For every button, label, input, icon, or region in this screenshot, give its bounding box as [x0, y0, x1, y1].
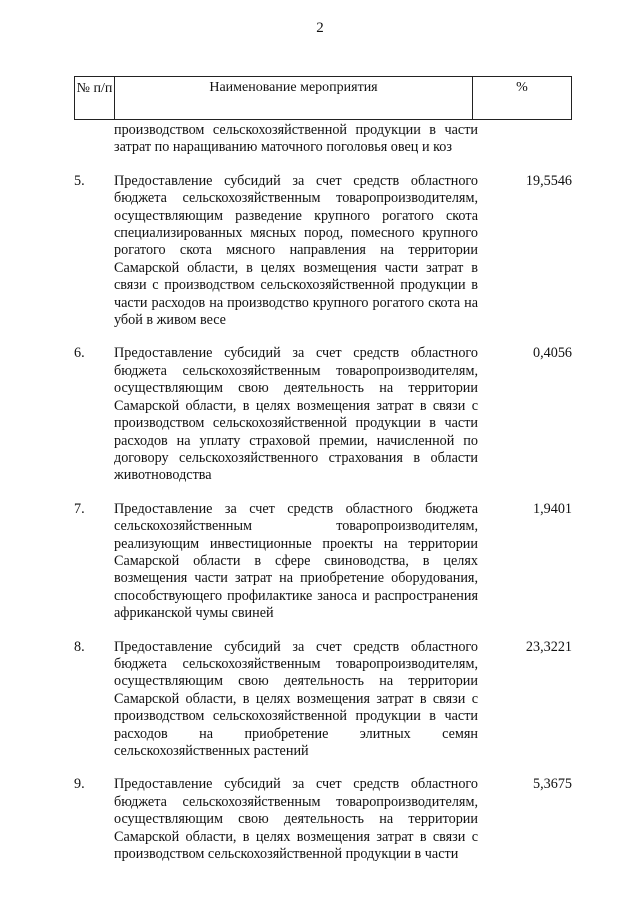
header-percent-column: %	[516, 80, 528, 95]
row-percent: 23,3221	[525, 638, 572, 655]
table-row	[74, 345, 574, 484]
table-row-continuation	[74, 122, 574, 157]
row-text: Предоставление за счет средств областного бюджета сельскохозяйственным товаропроизводителям, реализующим инвестиционные проекты на территории Самарской области в сфере свиноводства, в целях возмещения части затрат на приобретение оборудования, способствующего профилактике заноса и распространения африканской чумы свиней	[114, 500, 478, 622]
table-row	[74, 639, 574, 761]
row-text: Предоставление субсидий за счет средств областного бюджета сельскохозяйственным товаропроизводителям, осуществляющим свою деятельность на территории Самарской области, в целях возмещения затрат в связи с производством сельскохозяйственной продукции в части	[114, 776, 478, 863]
row-text: производством сельскохозяйственной продукции в части затрат по наращиванию маточного поголовья овец и коз	[114, 122, 478, 156]
table-row	[74, 776, 574, 863]
table-body	[74, 122, 574, 879]
row-number: 8.	[74, 638, 85, 655]
row-number: 5.	[74, 172, 85, 189]
row-number: 9.	[74, 776, 85, 793]
header-number-column: № п/п	[75, 77, 115, 119]
header-name-column: Наименование мероприятия	[115, 77, 473, 119]
row-text: Предоставление субсидий за счет средств областного бюджета сельскохозяйственным товаропроизводителям, осуществляющим свою деятельность на территории Самарской области, в целях возмещения затрат в связи с производством сельскохозяйственной продукции в части расходов на уплату страховой премии, начисленной по договору сельскохозяйственного страхования в области животноводства	[114, 345, 478, 484]
row-number: 6.	[74, 345, 85, 362]
row-percent: 0,4056	[532, 345, 572, 362]
table-row	[74, 173, 574, 330]
table-header	[74, 76, 572, 120]
row-percent: 19,5546	[525, 172, 572, 189]
row-percent	[478, 122, 574, 157]
row-percent: 1,9401	[532, 500, 572, 517]
row-text: Предоставление субсидий за счет средств областного бюджета сельскохозяйственным товаропроизводителям, осуществляющим разведение крупного рогатого скота специализированных мясных пород, помесного крупного рогатого скота мясного направления на территории Самарской области, в целях возмещения части затрат в связи с производством сельскохозяйственной продукции в части расходов на производство крупного рогатого скота на убой в живом весе	[114, 172, 478, 329]
row-number: 7.	[74, 500, 85, 517]
row-text: Предоставление субсидий за счет средств областного бюджета сельскохозяйственным товаропроизводителям, осуществляющим свою деятельность на территории Самарской области, в целях возмещения затрат в связи с производством сельскохозяйственной продукции в части расходов на приобретение элитных семян сельскохозяйственных растений	[114, 638, 478, 759]
table-row	[74, 501, 574, 623]
row-percent: 5,3675	[532, 776, 572, 793]
row-number	[74, 122, 114, 157]
page-number: 2	[316, 20, 324, 36]
